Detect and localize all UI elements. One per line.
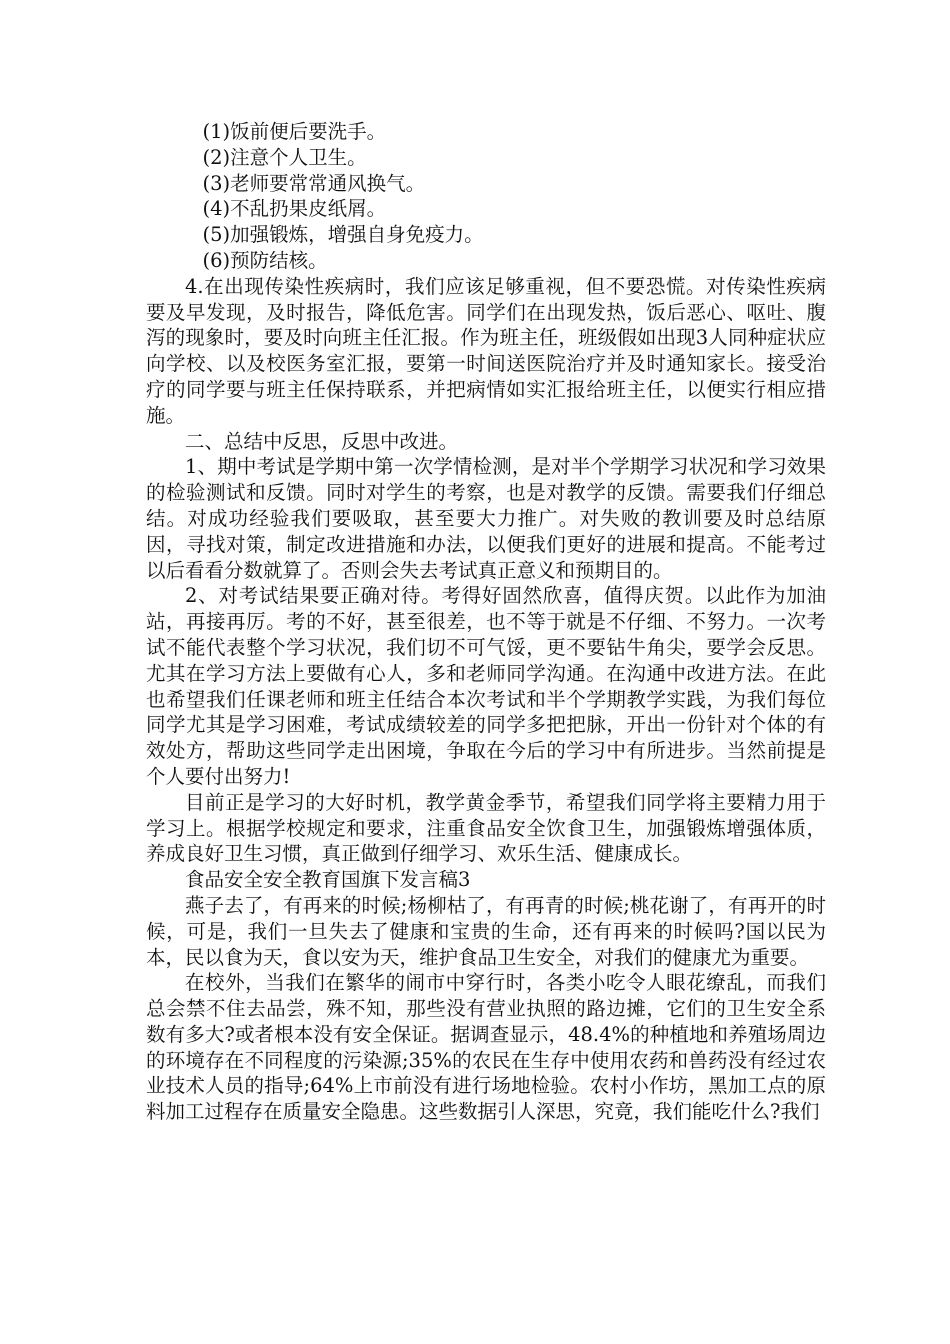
section-heading-reflection: 二、总结中反思，反思中改进。 [185,429,459,453]
list-item: (4)不乱扔果皮纸屑。 [202,197,387,221]
list-item: (1)饭前便后要洗手。 [202,120,387,143]
paragraph-exam-results: 2、对考试结果要正确对待。考得好固然欣喜，值得庆贺。以此作为加油站，再接再厉。考的不好，甚至很差，也不等于就是不仔细、不努力。一次考试不能代表整个学习状况，我们切不可气馁，更不要钻牛角尖，要学会反思。尤其在学习方法上要做有心人，多和老师同学沟通。在沟通中改进方法。在此也希望我们任课老师和班主任结合本次考试和半个学期教学实践，为我们每位同学尤其是学习困难，考试成绩较差的同学多把把脉，开出一份针对个体的有效处方，帮助这些同学走出困境，争取在今后的学习中有所进步。当然前提是个人要付出努力! [146,584,826,788]
paragraph-swallows: 燕子去了，有再来的时候;杨柳枯了，有再青的时候;桃花谢了，有再开的时候，可是，我们一旦失去了健康和宝贵的生命，还有再来的时候吗?国以民为本，民以食为天，食以安为天，维护食品卫生安全，对我们的健康尤为重要。 [146,893,826,969]
document-body [146,119,826,1125]
list-item: (5)加强锻炼，增强自身免疫力。 [202,223,484,247]
paragraph-outside-school: 在校外，当我们在繁华的闹市中穿行时，各类小吃令人眼花缭乱，而我们总会禁不住去品尝，殊不知，那些没有营业执照的路边摊，它们的卫生安全系数有多大?或者根本没有安全保证。据调查显示，48.4%的种植地和养殖场周边的环境存在不同程度的污染源;35%的农民在生存中使用农药和兽药没有经过农业技术人员的指导;64%上市前没有进行场地检验。农村小作坊，黑加工点的原料加工过程存在质量安全隐患。这些数据引人深思，究竟，我们能吃什么?我们 [146,971,826,1124]
paragraph-infectious-disease: 4.在出现传染性疾病时，我们应该足够重视，但不要恐慌。对传染性疾病要及早发现，及时报告，降低危害。同学们在出现发热，饭后恶心、呕吐、腹泻的现象时，要及时向班主任汇报。作为班主任，班级假如出现3人同种症状应向学校、以及校医务室汇报，要第一时间送医院治疗并及时通知家长。接受治疗的同学要与班主任保持联系，并把病情如实汇报给班主任，以便实行相应措施。 [146,274,826,427]
paragraph-study-time: 目前正是学习的大好时机，教学黄金季节，希望我们同学将主要精力用于学习上。根据学校规定和要求，注重食品安全饮食卫生，加强锻炼增强体质，养成良好卫生习惯，真正做到仔细学习、欢乐生活、健康成长。 [146,790,826,866]
speech-title: 食品安全安全教育国旗下发言稿3 [185,868,471,892]
list-item: (3)老师要常常通风换气。 [202,171,426,195]
list-item: (2)注意个人卫生。 [202,145,367,169]
paragraph-midterm-exam: 1、期中考试是学期中第一次学情检测，是对半个学期学习状况和学习效果的检验测试和反馈。同时对学生的考察，也是对教学的反馈。需要我们仔细总结。对成功经验我们要吸取，甚至要大力推广。对失败的教训要及时总结原因，寻找对策，制定改进措施和办法，以便我们更好的进展和提高。不能考过以后看看分数就算了。否则会失去考试真正意义和预期目的。 [146,455,826,582]
list-item: (6)预防结核。 [202,248,328,272]
